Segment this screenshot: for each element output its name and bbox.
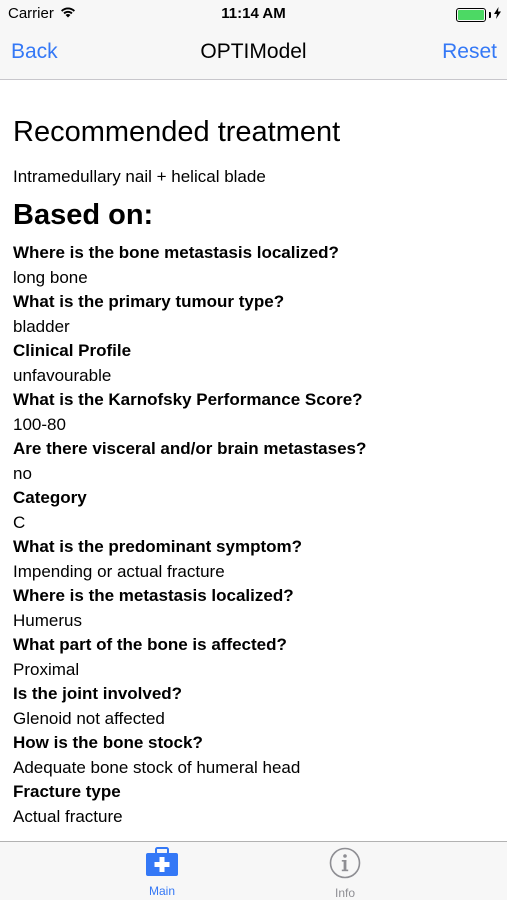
question-label: Category bbox=[13, 488, 87, 507]
answer-value: C bbox=[13, 512, 26, 532]
question-label: What is the primary tumour type? bbox=[13, 292, 285, 311]
status-time: 11:14 AM bbox=[221, 5, 286, 22]
answer-value: no bbox=[13, 463, 32, 483]
answer-value: Impending or actual fracture bbox=[13, 561, 225, 581]
medical-kit-icon bbox=[122, 847, 202, 882]
question-label: Clinical Profile bbox=[13, 341, 132, 360]
back-button[interactable]: Back bbox=[11, 40, 58, 63]
reset-button[interactable]: Reset bbox=[442, 40, 497, 63]
answer-value: Adequate bone stock of humeral head bbox=[13, 757, 301, 777]
charging-icon bbox=[494, 6, 501, 24]
recommended-treatment-heading: Recommended treatment bbox=[13, 116, 341, 148]
info-icon bbox=[305, 847, 385, 884]
answer-value: unfavourable bbox=[13, 365, 112, 385]
answer-value: bladder bbox=[13, 316, 70, 336]
battery-cap bbox=[489, 12, 491, 18]
question-label: How is the bone stock? bbox=[13, 733, 203, 752]
tab-bar bbox=[0, 841, 507, 900]
tab-main-label: Main bbox=[148, 884, 175, 898]
question-label: Are there visceral and/or brain metastases? bbox=[13, 439, 367, 458]
battery-icon bbox=[456, 8, 486, 22]
battery-fill bbox=[458, 10, 484, 20]
navigation-bar bbox=[0, 28, 507, 80]
tab-main[interactable] bbox=[122, 847, 202, 898]
answer-value: long bone bbox=[13, 267, 88, 287]
answer-value: Glenoid not affected bbox=[13, 708, 165, 728]
page-title: OPTIModel bbox=[200, 40, 307, 63]
answer-value: 100-80 bbox=[13, 414, 66, 434]
question-label: What is the Karnofsky Performance Score? bbox=[13, 390, 363, 409]
based-on-list bbox=[13, 241, 493, 829]
result-content bbox=[13, 114, 493, 829]
status-bar bbox=[0, 0, 507, 28]
tab-info-label: Info bbox=[334, 886, 355, 900]
recommended-treatment-value: Intramedullary nail + helical blade bbox=[13, 167, 266, 186]
question-label: Where is the bone metastasis localized? bbox=[13, 243, 339, 262]
question-label: Where is the metastasis localized? bbox=[13, 586, 294, 605]
question-label: What part of the bone is affected? bbox=[13, 635, 287, 654]
answer-value: Proximal bbox=[13, 659, 80, 679]
question-label: Fracture type bbox=[13, 782, 121, 801]
status-right bbox=[456, 6, 501, 24]
question-label: What is the predominant symptom? bbox=[13, 537, 303, 556]
based-on-heading: Based on: bbox=[13, 199, 154, 231]
answer-value: Actual fracture bbox=[13, 806, 123, 826]
tab-info[interactable] bbox=[305, 847, 385, 900]
question-label: Is the joint involved? bbox=[13, 684, 183, 703]
answer-value: Humerus bbox=[13, 610, 82, 630]
carrier-label: Carrier bbox=[8, 5, 54, 22]
